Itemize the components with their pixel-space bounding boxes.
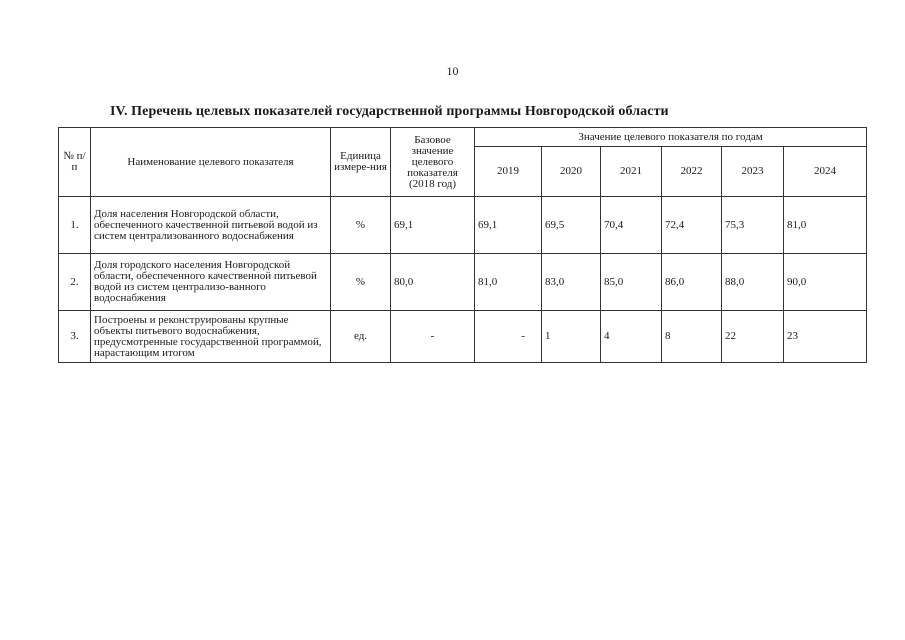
row-value: 8 xyxy=(662,311,722,363)
row-value: 83,0 xyxy=(542,254,601,311)
row-value: 81,0 xyxy=(475,254,542,311)
header-row-top xyxy=(59,128,867,147)
row-value: 72,4 xyxy=(662,197,722,254)
row-unit: % xyxy=(331,254,391,311)
header-year: 2019 xyxy=(475,147,542,197)
header-unit: Единица измере-ния xyxy=(331,128,391,197)
row-num: 1. xyxy=(59,197,91,254)
row-base: 80,0 xyxy=(391,254,475,311)
header-year: 2024 xyxy=(784,147,867,197)
header-base: Базовое значение целевого показателя (2018 год) xyxy=(391,128,475,197)
section-title: IV. Перечень целевых показателей государственной программы Новгородской области xyxy=(110,104,669,119)
page-number: 10 xyxy=(446,64,459,78)
table-row xyxy=(59,254,867,311)
header-num: № п/п xyxy=(59,128,91,197)
indicators-table xyxy=(58,127,867,363)
row-num: 3. xyxy=(59,311,91,363)
row-value: 23 xyxy=(784,311,867,363)
header-years-group: Значение целевого показателя по годам xyxy=(475,128,867,147)
row-value: 81,0 xyxy=(784,197,867,254)
row-value: 85,0 xyxy=(601,254,662,311)
row-base: - xyxy=(391,311,475,363)
row-num: 2. xyxy=(59,254,91,311)
header-year: 2022 xyxy=(662,147,722,197)
row-unit: % xyxy=(331,197,391,254)
row-value: 86,0 xyxy=(662,254,722,311)
table-row xyxy=(59,311,867,363)
row-name: Доля городского населения Новгородской области, обеспеченного качественной питьевой водой из систем централизо-ванного водоснабжения xyxy=(91,254,331,311)
header-year: 2023 xyxy=(722,147,784,197)
row-value: 1 xyxy=(542,311,601,363)
row-value: 4 xyxy=(601,311,662,363)
row-value: 88,0 xyxy=(722,254,784,311)
row-unit: ед. xyxy=(331,311,391,363)
header-year: 2020 xyxy=(542,147,601,197)
row-value: 22 xyxy=(722,311,784,363)
row-name: Доля населения Новгородской области, обеспеченного качественной питьевой водой из систем централизованного водоснабжения xyxy=(91,197,331,254)
row-value: - xyxy=(475,311,542,363)
row-value: 69,5 xyxy=(542,197,601,254)
row-value: 75,3 xyxy=(722,197,784,254)
row-value: 69,1 xyxy=(475,197,542,254)
table-row xyxy=(59,197,867,254)
row-base: 69,1 xyxy=(391,197,475,254)
header-year: 2021 xyxy=(601,147,662,197)
row-value: 90,0 xyxy=(784,254,867,311)
header-name: Наименование целевого показателя xyxy=(91,128,331,197)
row-name: Построены и реконструированы крупные объекты питьевого водоснабжения, предусмотренные государственной программой, нарастающим итогом xyxy=(91,311,331,363)
row-value: 70,4 xyxy=(601,197,662,254)
